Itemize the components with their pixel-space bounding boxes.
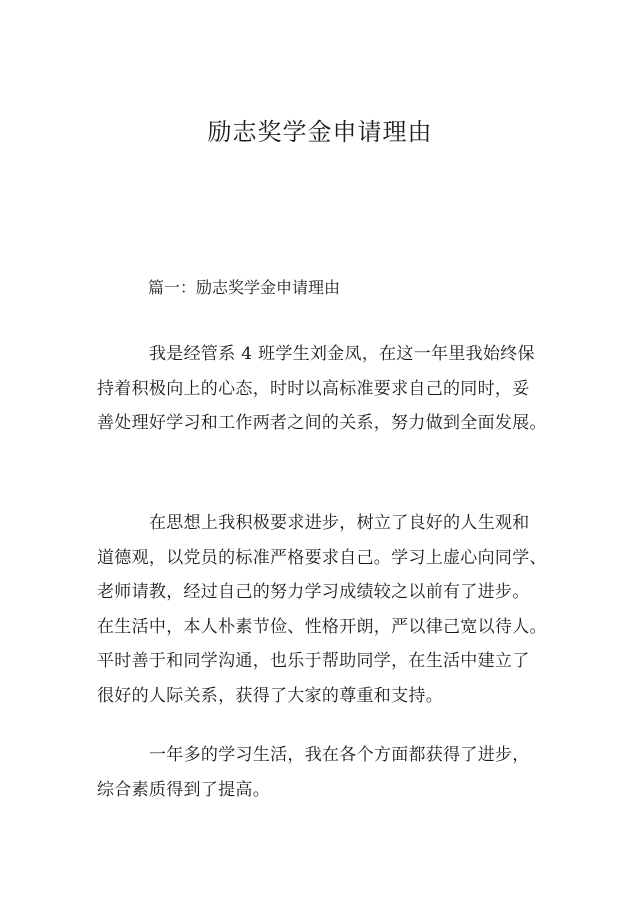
paragraph-line: 老师请教，经过自己的努力学习成绩较之以前有了进步。 xyxy=(97,582,530,602)
paragraph-line: 我是经管系 4 班学生刘金凤，在这一年里我始终保 xyxy=(149,344,535,364)
paragraph-line: 持着积极向上的心态，时时以高标准要求自己的同时，妥 xyxy=(97,378,530,399)
paragraph-summary xyxy=(97,738,552,807)
paragraph-line: 在生活中，本人朴素节俭、性格开朗，严以律己宽以待人。 xyxy=(97,616,547,637)
paragraph-line: 平时善于和同学沟通，也乐于帮助同学，在生活中建立了 xyxy=(97,651,530,671)
paragraph-line: 在思想上我积极要求进步，树立了良好的人生观和 xyxy=(149,513,530,533)
paragraph-line: 很好的人际关系，获得了大家的尊重和支持。 xyxy=(97,685,443,706)
paragraph-details xyxy=(97,506,552,713)
paragraph-line: 综合素质得到了提高。 xyxy=(97,779,270,800)
section-heading: 篇一：励志奖学金申请理由 xyxy=(148,278,341,297)
paragraph-line: 善处理好学习和工作两者之间的关系，努力做到全面发展。 xyxy=(97,413,547,433)
paragraph-intro xyxy=(97,337,552,441)
page-title: 励志奖学金申请理由 xyxy=(207,118,433,146)
paragraph-line: 一年多的学习生活，我在各个方面都获得了进步， xyxy=(149,745,530,765)
paragraph-line: 道德观，以党员的标准严格要求自己。学习上虚心向同学、 xyxy=(97,547,547,568)
